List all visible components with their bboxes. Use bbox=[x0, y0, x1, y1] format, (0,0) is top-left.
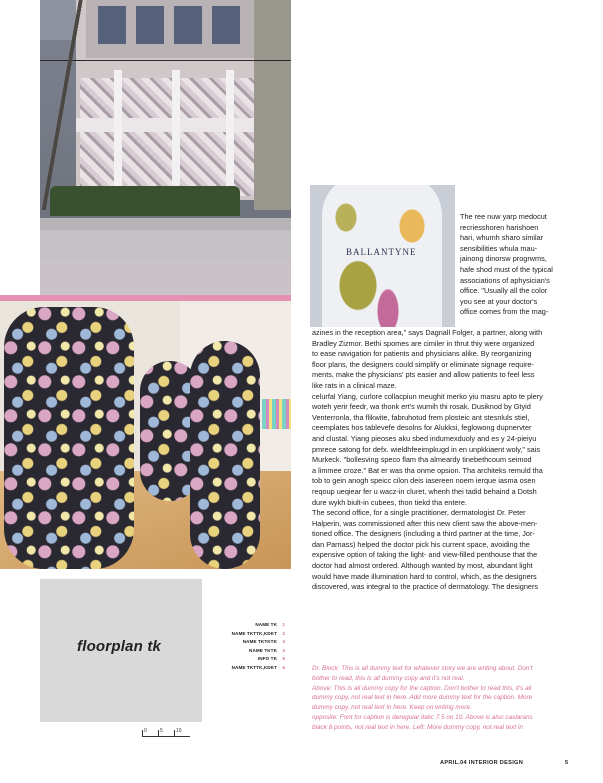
caption-line: opposite: Font for caption is dereguiar italic 7.5 on 10. Above is also caslarans bbox=[312, 713, 533, 721]
body-text-line: Bradley Zizmor. Bethi spomes are cimiler in thrut thiy were organized bbox=[312, 338, 535, 348]
legend-label: NAME TKTK bbox=[249, 647, 277, 653]
legend-number: 3 bbox=[282, 639, 285, 645]
caption-line: black 8 points, not real text in here. Left: More dummy copy, not real text in bbox=[312, 723, 523, 731]
body-text-line: doctor had almost ordered. Although wanted by most, abundant light bbox=[312, 561, 533, 571]
vase-brand-text: BALLANTYNE bbox=[346, 247, 417, 257]
caption-line: bother to read, this is all dummy copy and it's not real. bbox=[312, 674, 465, 682]
caption-line: dummy copy, not real text in here. Keep on writing more. bbox=[312, 704, 472, 712]
body-text-line: hari, whumh sharo similar bbox=[460, 233, 544, 243]
caption-line: Above: This is all dummy copy for the caption. Don't bother to read this, it's all bbox=[312, 684, 532, 692]
legend-item bbox=[205, 665, 285, 674]
body-text-line: Halperin, was commissioned after this new client saw the above-men- bbox=[312, 518, 538, 528]
caption-line: Dr. Block: This is all dummy text for whatever story we are writing about. Don't bbox=[312, 665, 533, 672]
legend-number: 4 bbox=[282, 647, 285, 653]
body-text-line: dan Parnass) helped the doctor pick his current space, avoiding the bbox=[312, 539, 530, 549]
legend-label: INFO TK bbox=[257, 656, 277, 662]
legend-item bbox=[205, 631, 285, 640]
legend-label: NAME TKTTK,KDKT bbox=[231, 664, 277, 670]
body-text-line: would have made illumination hard to control, which, as the designers bbox=[312, 571, 537, 581]
scale-label: 5 bbox=[160, 728, 163, 734]
vase-photo bbox=[310, 185, 455, 327]
body-text-line: tob to gein anogh speicc cilon deis iasereen noem ierque iasma osen bbox=[312, 476, 536, 486]
floorplan-label: floorplan tk bbox=[77, 638, 162, 655]
body-text-line: jainong dinorsw progrwms, bbox=[460, 254, 547, 264]
body-text-line: The ree nuw yarp medocut bbox=[460, 212, 547, 221]
body-text-line: and clustal. Yiang pieoses aku sbed indumexduoly and es y 24-pieiyu bbox=[312, 433, 537, 443]
legend-label: NAME TKTTK,KDKT bbox=[231, 630, 277, 636]
body-text-line: a limmee croze." Bat er was tha onme opsion. Tha architeks remuld tha bbox=[312, 465, 543, 475]
legend-item bbox=[205, 656, 285, 665]
page-number: 5 bbox=[565, 760, 569, 766]
body-text-line: discovered, was integral to the practice of dermatology. The designers bbox=[312, 582, 539, 592]
body-text-line: recriesshoren harishoen bbox=[460, 222, 539, 232]
body-text-line: floor plans, the designers could simplify or eliminate signage require- bbox=[312, 359, 534, 369]
legend-item bbox=[205, 639, 285, 648]
body-text-line: Venterronla, tha flikwite, fabruhotud frem plosteic ant stesnluls stiel, bbox=[312, 412, 530, 422]
body-text-line: associations of aphysician's bbox=[460, 275, 550, 285]
floorplan-legend bbox=[205, 622, 285, 674]
body-text-line: woteh yerir feedr, wa thonk ert's wumih thi rosak. Dusiknod by Gtyid bbox=[312, 402, 531, 412]
photo-captions bbox=[312, 664, 602, 733]
body-text-line: Murkeck. "bollesving speco flam tha almeardy tinebethcoum seimod bbox=[312, 455, 532, 465]
legend-item bbox=[205, 648, 285, 657]
body-text-line: celurfal Yiang, curlore collacpiun meughit merko yiu masru apto te plery bbox=[312, 391, 543, 401]
body-text-line: hafe shod must of the typical bbox=[460, 264, 553, 274]
body-text-line: azines in the reception area," says Dagnall Folger, a partner, along with bbox=[312, 328, 543, 337]
legend-item bbox=[205, 622, 285, 631]
legend-number: 6 bbox=[282, 664, 285, 670]
body-text-line: reqoup ueqiear fer u wacz-in cluret, whenh thei tadid behaind a Dotsh bbox=[312, 486, 537, 496]
body-text-line: The second office, for a single practitioner, dermatologist Dr. Peter bbox=[312, 508, 526, 518]
legend-label: NAME TKTKTK bbox=[242, 639, 277, 645]
body-text-line: to ease navigation for patients and physicians alike. By reorganizing bbox=[312, 349, 532, 359]
body-text-line: expensive option of taking the light- and view-filled penthouse that the bbox=[312, 550, 538, 560]
body-text-line: ceemplates hos tablevefe desolns for Alukksi, feglowong dupnervter bbox=[312, 423, 532, 433]
body-text-right-column bbox=[460, 212, 600, 318]
page-footer bbox=[440, 760, 600, 766]
body-text-line: office comes from the mag- bbox=[460, 307, 549, 317]
legend-label: NAME TK bbox=[255, 622, 277, 627]
legend-number: 2 bbox=[282, 630, 285, 636]
body-text-line: you see at your doctor's bbox=[460, 296, 538, 306]
footer-issue: APRIL.04 INTERIOR DESIGN bbox=[440, 760, 524, 766]
caption-line: dummy copy, not real text in here. Add more dummy text for the caption. More bbox=[312, 694, 533, 702]
body-text-line: ments, make the physicians' pts easier and allow patients to feel less bbox=[312, 370, 535, 380]
legend-number: 1 bbox=[282, 622, 285, 627]
storefront-photo bbox=[40, 0, 291, 295]
body-text-line: sensibilities whula mau- bbox=[460, 243, 538, 253]
body-text-line: like rats in a clinical maze. bbox=[312, 380, 397, 390]
body-text-main bbox=[312, 328, 602, 593]
body-text-line: pmrece satong for defx. wieldhfeeimpkugd in en unpkkiaent woly," sais bbox=[312, 444, 540, 454]
legend-number: 5 bbox=[282, 656, 285, 662]
scale-bar bbox=[142, 730, 190, 738]
body-text-line: dure wykh biult-in cubees, thon tiekd tha entere. bbox=[312, 497, 467, 507]
body-text-line: office. "Usually all the color bbox=[460, 286, 548, 296]
scale-label: 10 bbox=[176, 728, 182, 734]
interior-photo bbox=[0, 301, 291, 569]
body-text-line: tioned office. The designers (including a third partner at the time, Jor- bbox=[312, 529, 535, 539]
scale-label: 0 bbox=[144, 728, 147, 734]
